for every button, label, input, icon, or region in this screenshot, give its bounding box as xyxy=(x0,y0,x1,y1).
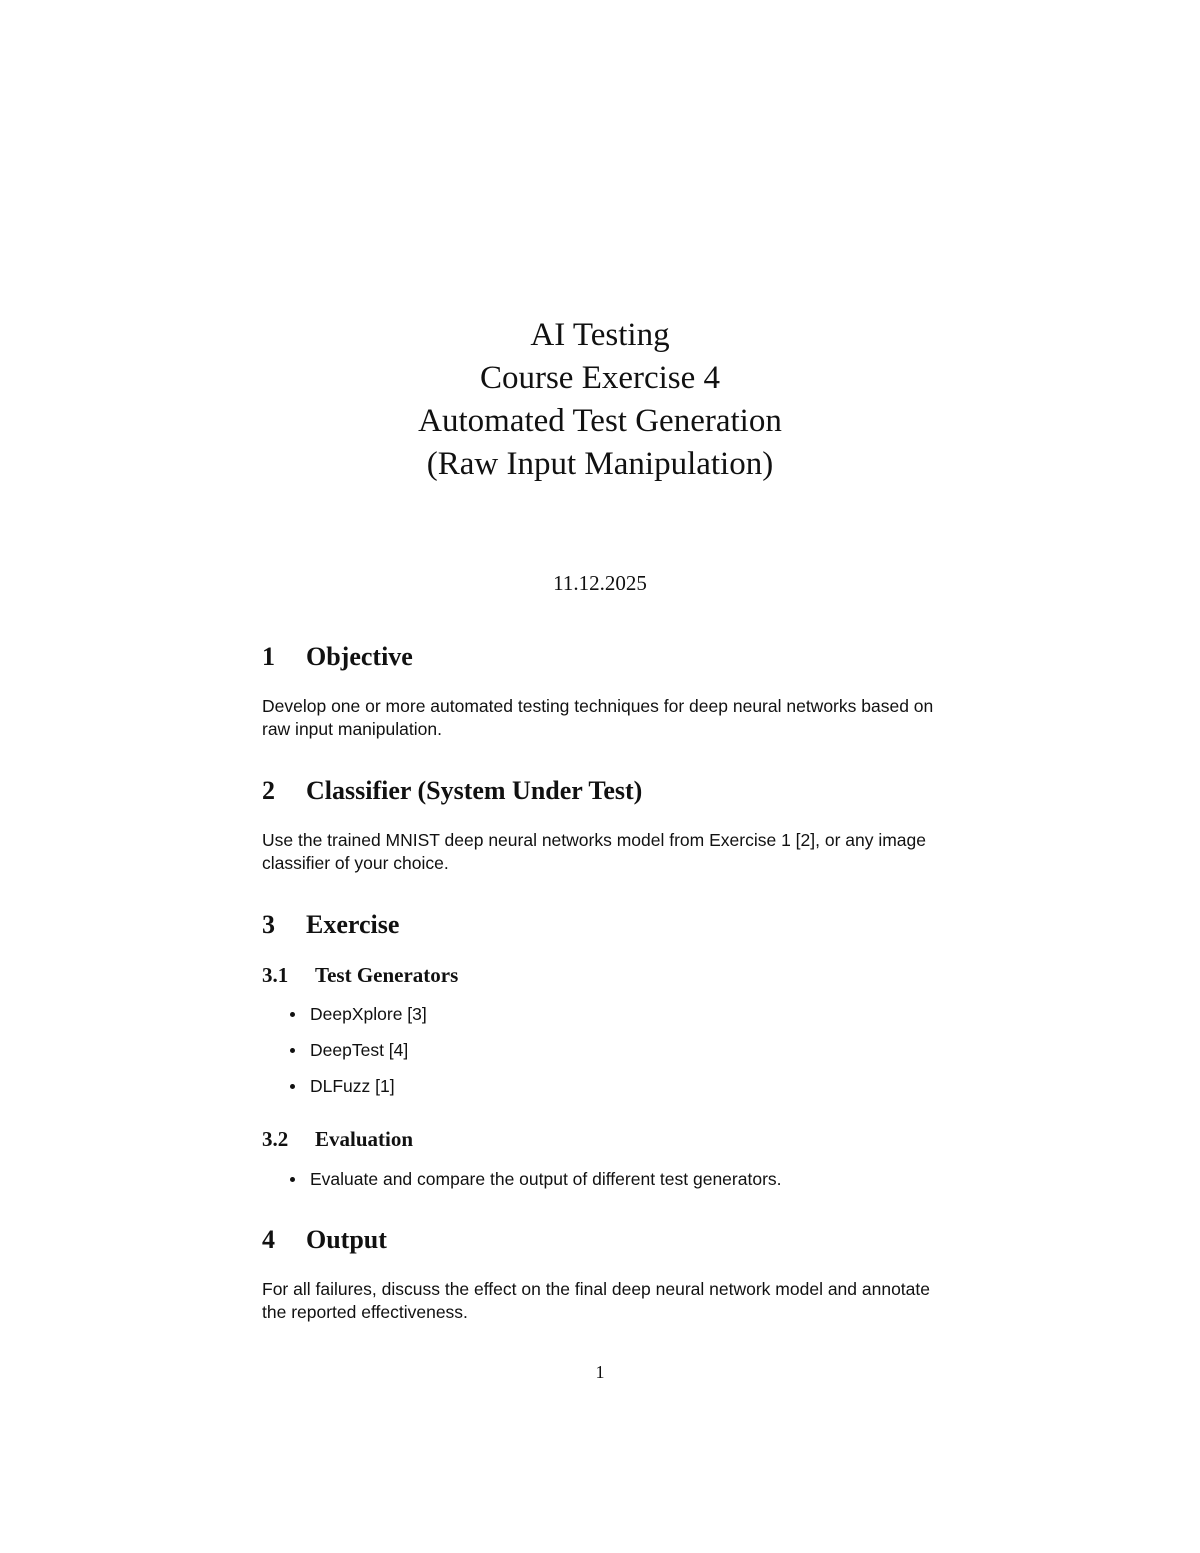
list-item-text: DeepXplore [3] xyxy=(310,1004,427,1024)
list-item xyxy=(290,1039,427,1075)
section-heading-output xyxy=(262,1225,387,1255)
section-number: 1 xyxy=(262,642,275,671)
list-item-text: Evaluate and compare the output of different test generators. xyxy=(310,1169,782,1189)
section-title: Exercise xyxy=(306,910,400,939)
section-title: Classifier (System Under Test) xyxy=(306,776,643,805)
subsection-number: 3.1 xyxy=(262,963,289,987)
document-date: 11.12.2025 xyxy=(553,571,647,595)
section-heading-classifier xyxy=(262,776,642,806)
subsection-title: Test Generators xyxy=(315,963,459,987)
section-title: Objective xyxy=(306,642,413,671)
title-line-course: AI Testing xyxy=(530,317,670,353)
list-item xyxy=(290,1003,427,1039)
test-generators-list xyxy=(290,1003,427,1111)
section-number: 3 xyxy=(262,910,275,939)
classifier-paragraph: Use the trained MNIST deep neural networks model from Exercise 1 [2], or any image classifier of your choice. xyxy=(262,830,927,873)
document-title xyxy=(0,314,1200,486)
section-title: Output xyxy=(306,1225,387,1254)
page-number: 1 xyxy=(595,1362,605,1382)
section-number: 4 xyxy=(262,1225,275,1254)
list-item-text: DLFuzz [1] xyxy=(310,1076,395,1096)
subsection-title: Evaluation xyxy=(315,1127,414,1151)
objective-paragraph: Develop one or more automated testing techniques for deep neural networks based on raw input manipulation. xyxy=(262,696,934,739)
bullet-icon xyxy=(290,1177,295,1182)
section-heading-exercise xyxy=(262,910,399,940)
output-paragraph: For all failures, discuss the effect on the final deep neural network model and annotate the reported effectiveness. xyxy=(262,1279,930,1322)
section-heading-objective xyxy=(262,642,413,672)
list-item xyxy=(290,1075,427,1111)
bullet-icon xyxy=(290,1084,295,1089)
bullet-icon xyxy=(290,1048,295,1053)
subsection-number: 3.2 xyxy=(262,1127,289,1151)
section-number: 2 xyxy=(262,776,275,805)
list-item xyxy=(290,1168,782,1204)
bullet-icon xyxy=(290,1012,295,1017)
list-item-text: DeepTest [4] xyxy=(310,1040,409,1060)
evaluation-list xyxy=(290,1168,782,1204)
title-line-exercise: Course Exercise 4 xyxy=(479,360,721,396)
title-line-subtopic: (Raw Input Manipulation) xyxy=(426,446,774,482)
subsection-heading-test-generators xyxy=(262,963,458,988)
subsection-heading-evaluation xyxy=(262,1127,413,1152)
title-line-topic: Automated Test Generation xyxy=(418,403,782,439)
